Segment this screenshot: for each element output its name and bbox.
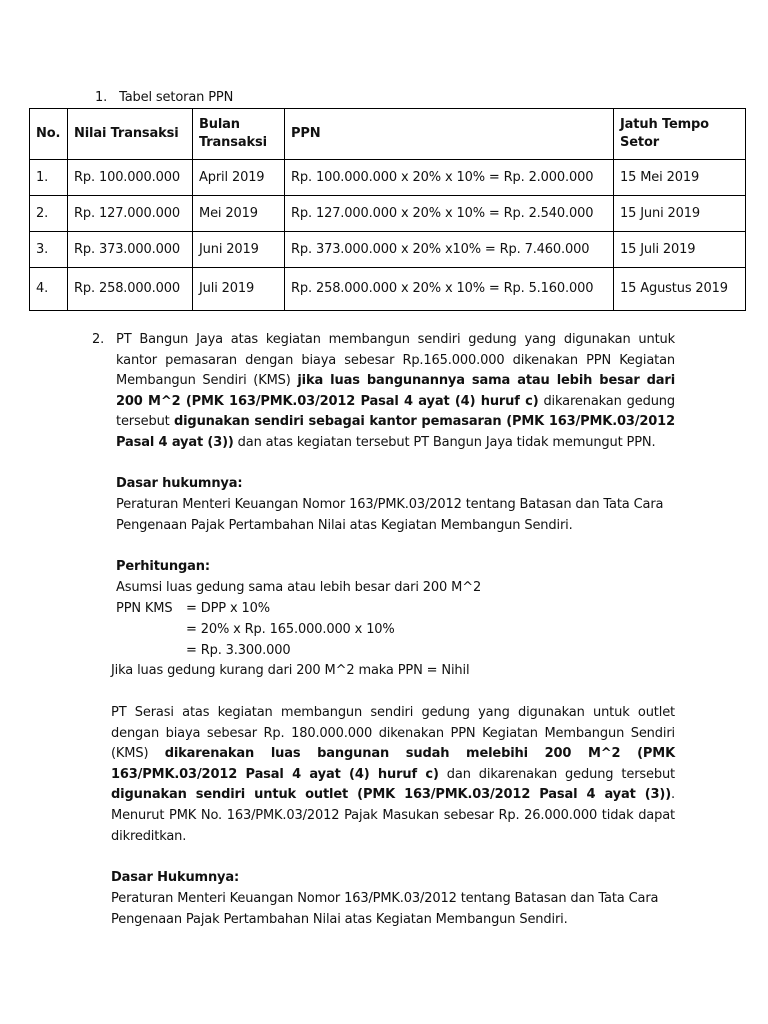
ppn-table — [29, 108, 746, 311]
item-2-number: 2. — [92, 332, 105, 347]
header-bulan-transaksi: Bulan Transaksi — [193, 109, 285, 160]
dasar2-heading — [111, 868, 239, 889]
cell-nilai: Rp. 373.000.000 — [68, 232, 193, 268]
cell-nilai: Rp. 258.000.000 — [68, 268, 193, 311]
header-nilai-transaksi: Nilai Transaksi — [68, 109, 193, 160]
cell-no: 4. — [30, 268, 68, 311]
cell-jatuh: 15 Juni 2019 — [614, 196, 746, 232]
cell-ppn: Rp. 258.000.000 x 20% x 10% = Rp. 5.160.000 — [285, 268, 614, 311]
cell-no: 2. — [30, 196, 68, 232]
p2-text-e: . Menurut PMK No. 163/PMK.03/2012 Pajak Masukan sebesar Rp. 26.000.000 tidak dapat dikreditkan. — [111, 787, 675, 844]
p1-bold-b: jika luas bangunannya sama atau lebih besar dari 200 M^2 (PMK 163/PMK.03/2012 Pasal 4 ayat (4) huruf c) — [116, 373, 675, 409]
cell-jatuh: 15 Juli 2019 — [614, 232, 746, 268]
calc-line-3: = Rp. 3.300.000 — [186, 643, 291, 658]
table-header-row — [30, 109, 746, 160]
cell-bulan: Mei 2019 — [193, 196, 285, 232]
header-ppn: PPN — [285, 109, 614, 160]
dasar-heading — [116, 474, 242, 495]
p2-text-a: PT Serasi atas kegiatan membangun sendiri gedung yang digunakan untuk outlet dengan biaya sebesar Rp. 180.000.000 dikenakan PPN Kegiatan Membangun Sendiri (KMS) — [111, 705, 675, 762]
dasar-text: Peraturan Menteri Keuangan Nomor 163/PMK.03/2012 tentang Batasan dan Tata Cara Pengenaan Pajak Pertambahan Nilai atas Kegiatan Membangun Sendiri. — [116, 497, 664, 533]
dasar2-heading-text: Dasar Hukumnya: — [111, 870, 240, 885]
p2-text-c: dan dikarenakan gedung tersebut — [438, 766, 675, 782]
cell-ppn: Rp. 373.000.000 x 20% x10% = Rp. 7.460.000 — [285, 232, 614, 268]
calc-line-1-label: PPN KMS — [116, 601, 173, 616]
p1-bold-d: digunakan sendiri sebagai kantor pemasaran (PMK 163/PMK.03/2012 Pasal 4 ayat (3)) — [116, 414, 675, 450]
cell-bulan: Juli 2019 — [193, 268, 285, 311]
cell-jatuh: 15 Mei 2019 — [614, 160, 746, 196]
header-jatuh-tempo: Jatuh Tempo Setor — [614, 109, 746, 160]
cell-no: 1. — [30, 160, 68, 196]
p2-bold-d: digunakan sendiri untuk outlet (PMK 163/PMK.03/2012 Pasal 4 ayat (3)) — [111, 787, 672, 803]
dasar2-text: Peraturan Menteri Keuangan Nomor 163/PMK.03/2012 tentang Batasan dan Tata Cara Pengenaan Pajak Pertambahan Nilai atas Kegiatan Membangun Sendiri. — [111, 891, 659, 927]
item-1-title: Tabel setoran PPN — [119, 90, 234, 105]
calc-assumption: Asumsi luas gedung sama atau lebih besar dari 200 M^2 — [116, 580, 482, 595]
item-1-heading — [95, 88, 233, 109]
header-no: No. — [30, 109, 68, 160]
p1-text-e: dan atas kegiatan tersebut PT Bangun Jaya tidak memungut PPN. — [233, 434, 656, 450]
cell-nilai: Rp. 100.000.000 — [68, 160, 193, 196]
item-2-paragraph-2 — [111, 703, 675, 847]
cell-ppn: Rp. 127.000.000 x 20% x 10% = Rp. 2.540.000 — [285, 196, 614, 232]
cell-bulan: Juni 2019 — [193, 232, 285, 268]
p1-text-c: dikarenakan gedung tersebut — [116, 393, 675, 430]
dasar-heading-text: Dasar hukumnya: — [116, 476, 243, 491]
cell-nilai: Rp. 127.000.000 — [68, 196, 193, 232]
p2-bold-b: dikarenakan luas bangunan sudah melebihi 200 M^2 (PMK 163/PMK.03/2012 Pasal 4 ayat (4) huruf c) — [111, 746, 675, 782]
calc-line-1-value: = DPP x 10% — [186, 601, 270, 616]
table-row — [30, 196, 746, 232]
cell-jatuh: 15 Agustus 2019 — [614, 268, 746, 311]
nihil-line: Jika luas gedung kurang dari 200 M^2 maka PPN = Nihil — [111, 663, 470, 678]
cell-ppn: Rp. 100.000.000 x 20% x 10% = Rp. 2.000.000 — [285, 160, 614, 196]
p1-text-a: PT Bangun Jaya atas kegiatan membangun sendiri gedung yang digunakan untuk kantor pemasaran dengan biaya sebesar Rp.165.000.000 dikenakan PPN Kegiatan Membangun Sendiri (KMS) — [116, 332, 675, 389]
cell-bulan: April 2019 — [193, 160, 285, 196]
perhitungan-heading-text: Perhitungan: — [116, 559, 210, 574]
table-row — [30, 232, 746, 268]
table-row — [30, 268, 746, 311]
cell-no: 3. — [30, 232, 68, 268]
table-row — [30, 160, 746, 196]
perhitungan-heading — [116, 557, 210, 578]
item-1-number: 1. — [95, 90, 108, 105]
calc-line-2: = 20% x Rp. 165.000.000 x 10% — [186, 622, 395, 637]
item-2-paragraph-1 — [116, 330, 675, 454]
